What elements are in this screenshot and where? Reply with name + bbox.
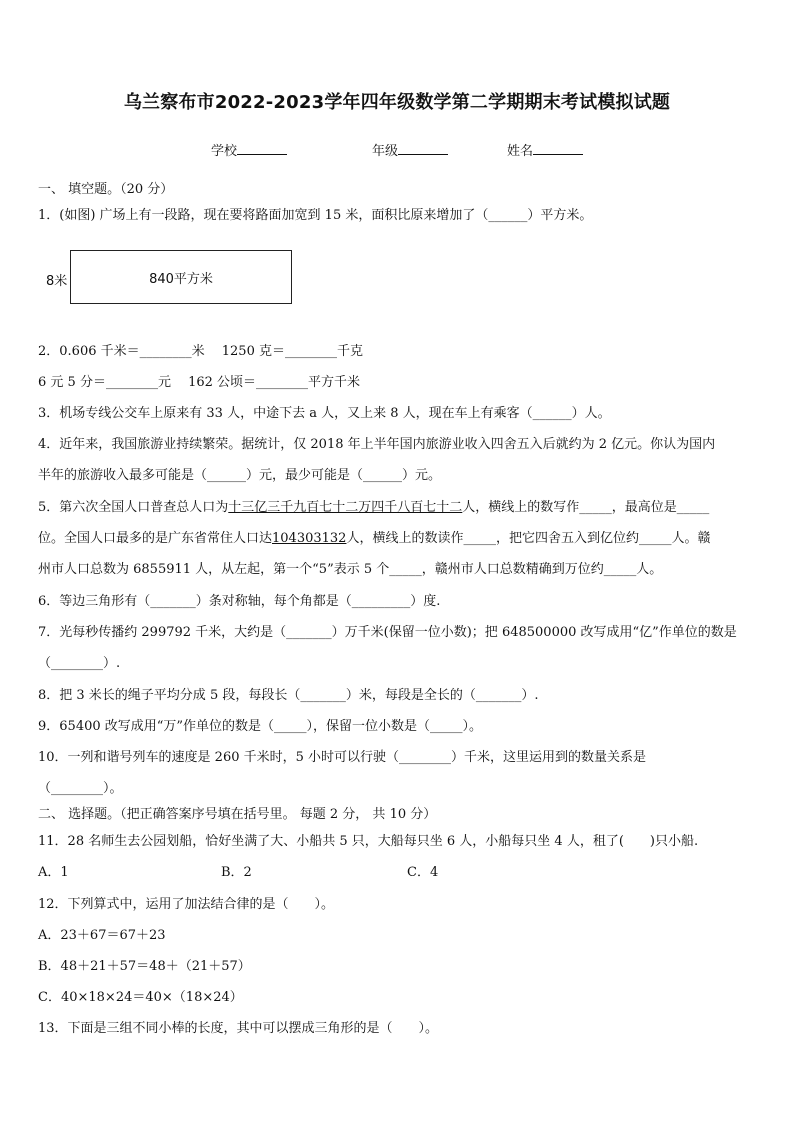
question-4-line2: 半年的旅游收入最多可能是（______）元，最少可能是（______）元。 xyxy=(38,468,442,483)
q5-line2-text-b: 人，横线上的数读作_____，把它四舍五入到亿位约_____人。赣 xyxy=(346,531,711,546)
student-info-row xyxy=(0,140,794,160)
q12-option-c[interactable]: C．40×18×24＝40×（18×24） xyxy=(38,990,243,1005)
q5-line1-text-b: 人，横线上的数写作_____，最高位是_____ xyxy=(462,500,710,515)
figure-side-label: 8米 xyxy=(46,274,68,289)
question-11-options xyxy=(38,864,758,882)
grade-label: 年级 xyxy=(372,144,399,159)
q5-underlined-number: 十三亿三千九百七十二万四千八百七十二 xyxy=(228,500,463,515)
grade-blank[interactable] xyxy=(398,141,448,155)
q5-line2-text-a: 位。全国人口最多的是广东省常住人口达 xyxy=(38,531,273,546)
grade-field[interactable] xyxy=(372,140,448,159)
name-field[interactable] xyxy=(507,140,583,159)
name-blank[interactable] xyxy=(533,141,583,155)
question-11: 11．28 名师生去公园划船，恰好坐满了大、小船共 5 只，大船每只坐 6 人，小船每只坐 4 人，租了( )只小船. xyxy=(38,834,699,849)
school-field[interactable] xyxy=(211,140,287,159)
question-2-line1: 2．0.606 千米＝________米 1250 克＝________千克 xyxy=(38,344,363,359)
q5-line1-text-a: 5．第六次全国人口普查总人口为 xyxy=(38,500,229,515)
school-blank[interactable] xyxy=(237,141,287,155)
question-2-line2: 6 元 5 分＝________元 162 公顷＝________平方千米 xyxy=(38,375,361,390)
question-12: 12．下列算式中，运用了加法结合律的是（ ）。 xyxy=(38,897,335,912)
q5-underlined-population: 104303132 xyxy=(272,531,347,546)
school-label: 学校 xyxy=(211,144,238,159)
question-9: 9．65400 改写成用“万”作单位的数是（_____），保留一位小数是（_____）。 xyxy=(38,719,483,734)
question-5-line2 xyxy=(38,530,710,548)
question-10-line2: （________）。 xyxy=(38,781,123,796)
question-8: 8．把 3 米长的绳子平均分成 5 段，每段长（_______）米，每段是全长的（_______）. xyxy=(38,688,539,703)
q12-option-a[interactable]: A．23＋67＝67＋23 xyxy=(38,928,166,943)
question-3: 3．机场专线公交车上原来有 33 人，中途下去 a 人，又上来 8 人，现在车上有乘客（______）人。 xyxy=(38,406,611,421)
figure-area-label: 840平方米 xyxy=(149,272,213,287)
question-13: 13．下面是三组不同小棒的长度，其中可以摆成三角形的是（ ）。 xyxy=(38,1021,439,1036)
rectangle-figure xyxy=(70,250,292,304)
question-6: 6．等边三角形有（_______）条对称轴，每个角都是（_________）度. xyxy=(38,594,441,609)
question-4-line1: 4．近年来，我国旅游业持续繁荣。据统计，仅 2018 年上半年国内旅游业收入四舍五入后就约为 2 亿元。你认为国内 xyxy=(38,437,716,452)
page-title: 乌兰察布市2022-2023学年四年级数学第二学期期末考试模拟试题 xyxy=(123,92,671,113)
section2-header: 二、 选择题。（把正确答案序号填在括号里。 每题 2 分， 共 10 分） xyxy=(38,807,437,822)
q11-option-a[interactable]: A．1 xyxy=(38,865,69,880)
q12-option-b[interactable]: B．48＋21＋57＝48＋（21＋57） xyxy=(38,959,251,974)
question-7-line1: 7．光每秒传播约 299792 千米，大约是（_______）万千米(保留一位小数)；把 648500000 改写成用“亿”作单位的数是 xyxy=(38,625,737,640)
question-7-line2: （________）. xyxy=(38,656,121,671)
name-label: 姓名 xyxy=(507,144,534,159)
question-5-line3: 州市人口总数为 6855911 人，从左起，第一个“5”表示 5 个_____，赣州市人口总数精确到万位约_____人。 xyxy=(38,562,663,577)
question-10-line1: 10．一列和谐号列车的速度是 260 千米时，5 小时可以行驶（________）千米，这里运用到的数量关系是 xyxy=(38,750,647,765)
section1-header: 一、 填空题。（20 分） xyxy=(38,182,174,197)
question-1: 1．(如图) 广场上有一段路，现在要将路面加宽到 15 米，面积比原来增加了（______）平方米。 xyxy=(38,208,593,223)
q11-option-c[interactable]: C．4 xyxy=(407,865,439,880)
q11-option-b[interactable]: B．2 xyxy=(221,865,252,880)
question-5-line1 xyxy=(38,499,709,517)
